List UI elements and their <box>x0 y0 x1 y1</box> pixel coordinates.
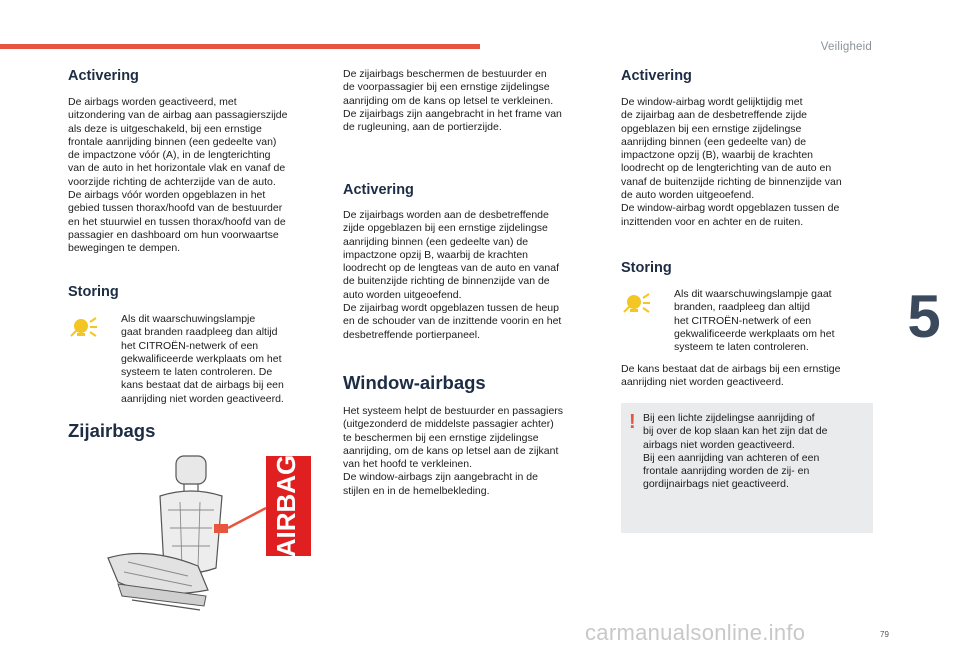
chapter-number: 5 <box>907 283 941 350</box>
col3-storing-text: Als dit waarschuwingslampje gaat branden, raadpleeg dan altijd het CITROËN-netwerk of een gekwalificeerde werkplaats om het systeem te laten controleren. <box>674 288 835 354</box>
col3-storing-title: Storing <box>621 260 672 276</box>
exclamation-icon: ! <box>629 411 636 433</box>
note-text: Bij een lichte zijdelingse aanrijding of bij over de kop slaan kan het zijn dat de airbags niet worden geactiveerd. Bij een aanrijding van achteren of een frontale aanrijding worden de zij- en gordijnairbags niet geactiveerd. <box>643 412 828 491</box>
col1-storing-text: Als dit waarschuwingslampje gaat branden raadpleeg dan altijd het CITROËN-netwerk of een gekwalificeerde werkplaats om het systeem te laten controleren. De kans bestaat dat de airbags bij een aanrijding niet worden geactiveerd. <box>121 313 284 405</box>
col3-after-text: De kans bestaat dat de airbags bij een ernstige aanrijding niet worden geactiveerd. <box>621 363 841 389</box>
warning-lamp-icon <box>68 314 98 342</box>
col3-activering-title: Activering <box>621 68 692 84</box>
col2-intro-text: De zijairbags beschermen de bestuurder en de voorpassagier bij een ernstige zijdelingse aanrijding om de kans op letsel te verkleinen. De zijairbags zijn aangebracht in het frame van de rugleuning, aan de portierzijde. <box>343 68 562 134</box>
col2-activering-title: Activering <box>343 182 414 198</box>
col1-storing-title: Storing <box>68 284 119 300</box>
airbag-label: AIRBAG <box>270 454 301 558</box>
warning-lamp-icon <box>621 290 651 318</box>
col1-zijairbags-title: Zijairbags <box>68 420 156 441</box>
watermark: carmanualsonline.info <box>585 620 806 645</box>
col2-window-text: Het systeem helpt de bestuurder en passagiers (uitgezonderd de middelste passagier achter) te beschermen bij een ernstige zijdelingse aanrijding, om de kans op letsel aan de zijkant van het hoofd te verkleinen. De window-airbags zijn aangebracht in de stijlen en in de hemelbekleding. <box>343 405 564 497</box>
seat-airbag-illustration <box>88 450 323 615</box>
page-number: 79 <box>880 630 889 639</box>
col3-activering-text: De window-airbag wordt gelijktijdig met de zijairbag aan de desbetreffende zijde opgeblazen bij een ernstige zijdelingse aanrijding binnen (een gedeelte van) de impactzone opzij (B), waarbij de krachten loodrecht op de lengterichting van de auto en vanaf de buitenzijde richting de binnenzijde van de auto worden uitgeoefend. De window-airbag wordt opgeblazen tussen de inzittenden voor en achter en de ruiten. <box>621 96 842 228</box>
col2-window-title: Window-airbags <box>343 372 486 393</box>
col2-activering-text: De zijairbags worden aan de desbetreffende zijde opgeblazen bij een ernstige zijdelingse aanrijding binnen (een gedeelte van) de impactzone opzij B, waarbij de krachten loodrecht op de lengteas van de auto en vanaf de buitenzijde richting de binnenzijde van de auto worden uitgeoefend. De zijairbag wordt opgeblazen tussen de heup en de schouder van de inzittende voorin en het desbetreffende portierpaneel. <box>343 209 562 341</box>
note-box <box>621 403 873 533</box>
header-accent-bar <box>0 44 480 49</box>
col1-activering-text: De airbags worden geactiveerd, met uitzondering van de airbag aan passagierszijde als deze is uitgeschakeld, bij een ernstige frontale aanrijding binnen (een gedeelte van) de impactzone vóór (A), in de lengterichting van de auto in het horizontale vlak en vanaf de voorzijde richting de achterzijde van de auto. De airbags vóór worden opgeblazen in het gebied tussen thorax/hoofd van de bestuurder en het stuurwiel en tussen thorax/hoofd van de passagier en dashboard om hun voorwaartse bewegingen te dempen. <box>68 96 288 255</box>
col1-activering-title: Activering <box>68 68 139 84</box>
section-title: Veiligheid <box>820 41 872 53</box>
